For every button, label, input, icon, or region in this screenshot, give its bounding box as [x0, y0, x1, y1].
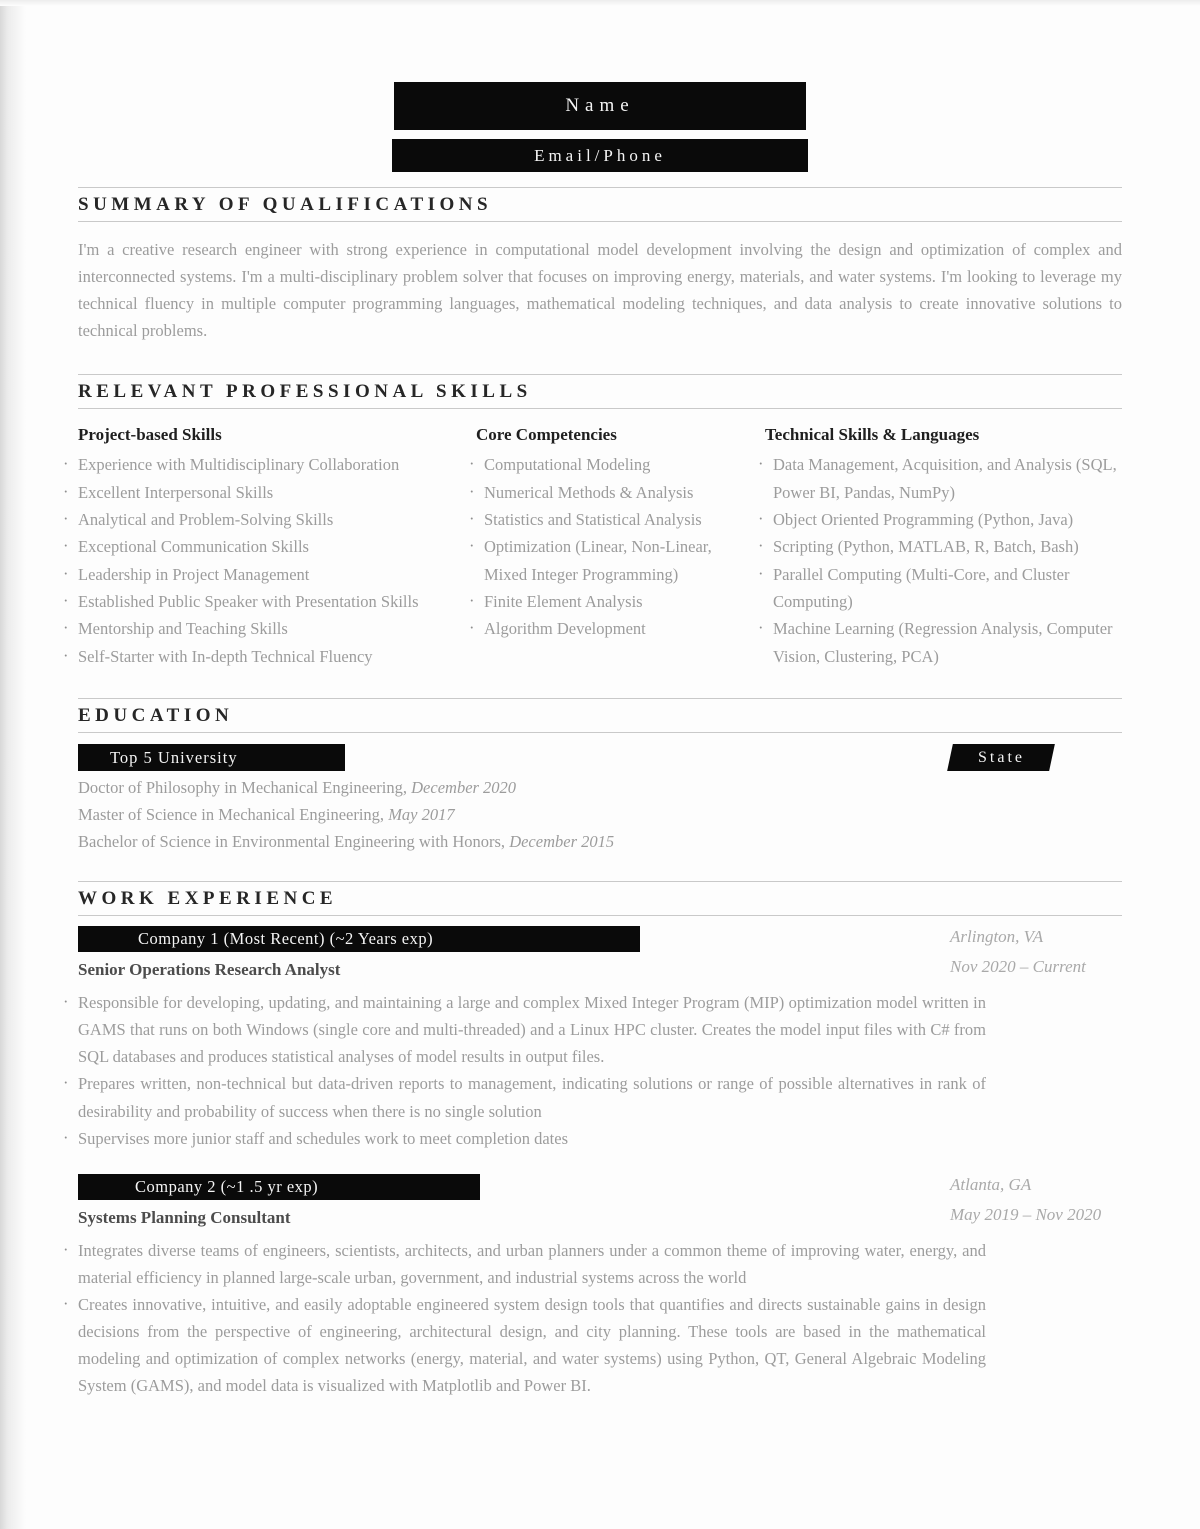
redacted-state-box [947, 744, 1055, 771]
summary-section-title: SUMMARY OF QUALIFICATIONS [78, 187, 1122, 222]
skill-item: · Established Public Speaker with Presentation Skills [62, 588, 468, 615]
job-location: Atlanta, GA [950, 1174, 1032, 1194]
name-label: Name [565, 95, 635, 116]
section-summary [78, 187, 1122, 344]
job-bullet: · Supervises more junior staff and schedules work to meet completion dates [62, 1125, 986, 1152]
section-skills [78, 374, 1122, 670]
skills-column-core-competencies [468, 425, 757, 670]
redacted-company-box [78, 926, 640, 952]
skill-list [757, 451, 1122, 670]
work-section-title: WORK EXPERIENCE [78, 881, 1122, 916]
skill-item: · Object Oriented Programming (Python, Java) [757, 506, 1122, 533]
skills-columns [78, 425, 1122, 670]
job-title-row [78, 956, 1122, 983]
redacted-university-box [78, 744, 345, 771]
job-bullet-list [62, 1237, 986, 1399]
job-location: Arlington, VA [950, 927, 1044, 947]
skill-item: · Leadership in Project Management [62, 561, 468, 588]
skill-item: · Algorithm Development [468, 615, 757, 642]
skill-item: · Experience with Multidisciplinary Collaboration [62, 451, 468, 478]
degree-text: Bachelor of Science in Environmental Engineering with Honors, [78, 832, 506, 852]
skills-section-title: RELEVANT PROFESSIONAL SKILLS [78, 374, 1122, 409]
scan-left-edge [0, 0, 26, 1529]
section-work-experience [78, 881, 1122, 1399]
job-bullet-list [62, 989, 986, 1151]
section-education [78, 698, 1122, 855]
degree-text: Doctor of Philosophy in Mechanical Engineering, [78, 778, 408, 798]
skills-column-technical [757, 425, 1122, 670]
skill-item: · Machine Learning (Regression Analysis, Computer Vision, Clustering, PCA) [757, 615, 1122, 670]
skill-item: · Data Management, Acquisition, and Analysis (SQL, Power BI, Pandas, NumPy) [757, 451, 1122, 506]
skill-item: · Scripting (Python, MATLAB, R, Batch, Bash) [757, 533, 1122, 560]
university-label: Top 5 University [110, 748, 238, 768]
skill-item: · Analytical and Problem-Solving Skills [62, 506, 468, 533]
skill-item: · Finite Element Analysis [468, 588, 757, 615]
education-section-title: EDUCATION [78, 698, 1122, 733]
degree-line [78, 801, 1122, 828]
degree-line [78, 828, 1122, 855]
skills-column-heading: Technical Skills & Languages [765, 425, 980, 445]
skill-item: · Exceptional Communication Skills [62, 533, 468, 560]
skills-column-heading: Project-based Skills [78, 425, 222, 445]
contact-label: Email/Phone [534, 145, 666, 165]
resume-content [78, 82, 1122, 1399]
skill-item: · Computational Modeling [468, 451, 757, 478]
job-entry-company-2 [78, 1174, 1122, 1399]
education-header-row [78, 744, 1122, 771]
skill-item: · Numerical Methods & Analysis [468, 479, 757, 506]
skill-item: · Parallel Computing (Multi-Core, and Cluster Computing) [757, 561, 1122, 616]
skills-column-project-based [78, 425, 468, 670]
scan-top-edge [0, 0, 1200, 6]
job-bullet: · Responsible for developing, updating, and maintaining a large and complex Mixed Integer Program (MIP) optimization model written in GAMS that runs on both Windows (single core and multi-threaded) and a Linux HPC cluster. Creates the model input files with C# from SQL databases and produces statistical analyses of model results in output files. [62, 989, 986, 1070]
degree-date: May 2017 [388, 805, 455, 825]
redacted-contact-box [392, 139, 808, 172]
job-entry-company-1 [78, 926, 1122, 1151]
job-dates: Nov 2020 – Current [950, 957, 1086, 977]
job-dates: May 2019 – Nov 2020 [950, 1204, 1102, 1224]
skills-column-heading: Core Competencies [476, 425, 617, 445]
job-bullet: · Creates innovative, intuitive, and easily adoptable engineered system design tools that quantifies and directs sustainable gains in design decisions from the perspective of engineering, architectural design, and city planning. These tools are based in the mathematical modeling and optimization of complex networks (energy, material, and water systems) using Python, QT, General Algebraic Modeling System (GAMS), and model data is visualized with Matplotlib and Power BI. [62, 1291, 986, 1399]
job-bullet: · Integrates diverse teams of engineers, scientists, architects, and urban planners under a common theme of improving water, energy, and material efficiency in planned large-scale urban, government, and industrial systems across the world [62, 1237, 986, 1291]
company-label: Company 2 (~1 .5 yr exp) [135, 1176, 319, 1196]
skill-item: · Optimization (Linear, Non-Linear, Mixed Integer Programming) [468, 533, 757, 588]
company-label: Company 1 (Most Recent) (~2 Years exp) [138, 929, 434, 949]
degree-text: Master of Science in Mechanical Engineering, [78, 805, 385, 825]
skill-item: · Self-Starter with In-depth Technical Fluency [62, 643, 468, 670]
degree-list [78, 774, 1122, 855]
degree-date: December 2015 [509, 832, 615, 852]
degree-line [78, 774, 1122, 801]
job-title: Senior Operations Research Analyst [78, 960, 341, 980]
skill-item: · Statistics and Statistical Analysis [468, 506, 757, 533]
skill-list [62, 451, 468, 670]
skill-item: · Mentorship and Teaching Skills [62, 615, 468, 642]
redacted-name-box [394, 82, 806, 130]
skill-item: · Excellent Interpersonal Skills [62, 479, 468, 506]
degree-date: December 2020 [411, 778, 517, 798]
job-header-row [78, 926, 1122, 952]
job-bullet: · Prepares written, non-technical but data-driven reports to management, indicating solutions or range of possible alternatives in rank of desirability and probability of success when there is no single solution [62, 1070, 986, 1124]
job-title-row [78, 1204, 1122, 1231]
skill-list [468, 451, 757, 643]
job-header-row [78, 1174, 1122, 1200]
redacted-company-box [78, 1174, 480, 1200]
job-title: Systems Planning Consultant [78, 1207, 291, 1227]
summary-paragraph: I'm a creative research engineer with strong experience in computational model development involving the design and optimization of complex and interconnected systems. I'm a multi-disciplinary problem solver that focuses on improving energy, materials, and water systems. I'm looking to leverage my technical fluency in multiple computer programming languages, mathematical modeling techniques, and data analysis to create innovative solutions to technical problems. [78, 240, 1122, 341]
state-label: State [977, 749, 1025, 767]
